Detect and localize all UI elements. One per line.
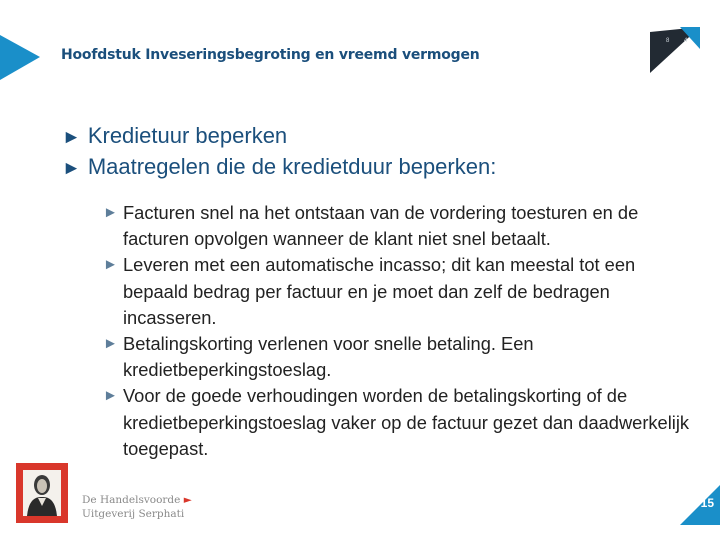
page-number: 15 [700,496,714,510]
sub-bullet-text: Leveren met een automatische incasso; dit kan meestal tot een bepaald bedrag per factuur en je moet dan zelf de bedragen incasseren. [123,254,636,328]
publisher-line1: De Handelsvoorde [82,494,181,506]
main-bullet-item [62,121,702,152]
ornament-number-right: 4 [684,38,688,44]
main-bullet-item [62,152,702,183]
publisher-line2: Uitgeverij Serphati [82,508,185,520]
triangle-bullet-icon: ► [103,256,118,274]
ornament-number-left: 8 [666,38,670,44]
publisher-logo [16,463,68,523]
main-bullet-text: Kredietuur beperken [87,123,288,148]
portrait-image [23,470,61,516]
sub-bullet-list [103,200,703,462]
sub-bullet-item [103,331,703,383]
sub-bullet-item [103,383,703,462]
publisher-name [82,493,192,521]
sub-bullet-text: Facturen snel na het ontstaan van de vordering toesturen en de facturen opvolgen wanneer de klant niet snel betaalt. [123,202,639,250]
triangle-bullet-icon: ► [62,158,81,179]
sub-bullet-item [103,200,703,252]
corner-triangle-left [0,35,40,80]
publisher-arrow-icon: ► [183,494,192,506]
triangle-bullet-icon: ► [103,335,118,353]
main-bullet-text: Maatregelen die de kredietduur beperken: [87,154,497,179]
triangle-bullet-icon: ► [62,127,81,148]
page-number-badge [680,485,720,525]
chapter-title: Hoofdstuk Inveseringsbegroting en vreemd vermogen [61,47,480,63]
triangle-bullet-icon: ► [103,387,118,405]
sub-bullet-item [103,252,703,331]
sub-bullet-text: Voor de goede verhoudingen worden de betalingskorting of de kredietbeperkingstoeslag vaker op de factuur gezet dan daadwerkelijk toegepast. [123,385,690,459]
main-bullet-list [62,121,702,183]
triangle-bullet-icon: ► [103,204,118,221]
corner-ornament-right [650,27,700,73]
sub-bullet-text: Betalingskorting verlenen voor snelle betaling. Een kredietbeperkingstoeslag. [123,333,534,381]
